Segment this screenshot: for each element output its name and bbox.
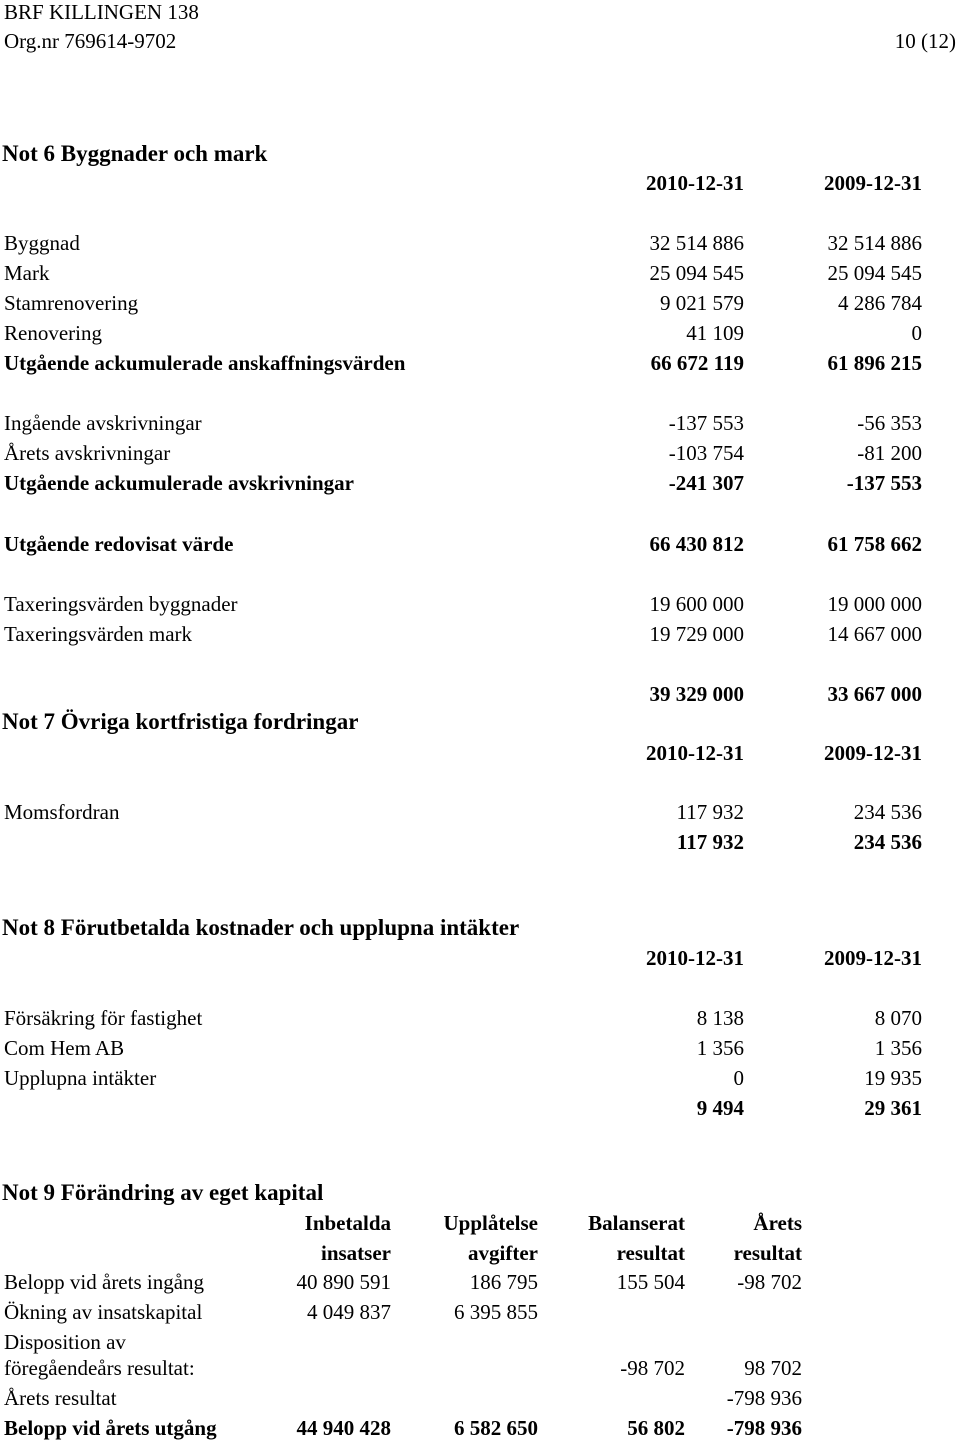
col-header-avgifter: avgifter xyxy=(468,1241,538,1265)
row-label: Utgående redovisat värde xyxy=(4,532,234,556)
cell-arets-resultat: -798 936 xyxy=(726,1386,802,1410)
value-2010: 66 430 812 xyxy=(649,532,744,556)
row-label: Renovering xyxy=(4,321,102,345)
value-2009: 25 094 545 xyxy=(827,261,922,285)
note-7-col-2009: 2009-12-31 xyxy=(824,741,922,765)
row-label: Com Hem AB xyxy=(4,1036,125,1060)
value-2010: 39 329 000 xyxy=(649,682,744,706)
note-8-col-2010: 2010-12-31 xyxy=(646,946,744,970)
row-label: Byggnad xyxy=(4,231,80,255)
value-2009: 19 000 000 xyxy=(827,592,922,616)
row-label: Momsfordran xyxy=(4,800,120,824)
row-label: Ingående avskrivningar xyxy=(4,411,202,435)
row-label: Årets resultat xyxy=(4,1386,117,1410)
value-2010: 66 672 119 xyxy=(650,351,744,375)
note-7-title: Not 7 Övriga kortfristiga fordringar xyxy=(2,709,359,734)
cell-balanserat: -98 702 xyxy=(620,1356,685,1380)
row-label: Utgående ackumulerade avskrivningar xyxy=(4,471,355,495)
value-2010: -241 307 xyxy=(668,471,744,495)
value-2010: 8 138 xyxy=(696,1006,744,1030)
cell-balanserat: 155 504 xyxy=(616,1270,685,1294)
row-label: föregåendeårs resultat: xyxy=(4,1356,195,1380)
value-2009: 234 536 xyxy=(853,830,922,854)
cell-arets-resultat: -98 702 xyxy=(737,1270,802,1294)
row-label: Årets avskrivningar xyxy=(4,441,171,465)
row-label: Mark xyxy=(4,261,50,285)
note-6-title: Not 6 Byggnader och mark xyxy=(2,141,268,166)
row-label: Försäkring för fastighet xyxy=(4,1006,203,1030)
value-2010: 32 514 886 xyxy=(649,231,744,255)
value-2010: -137 553 xyxy=(668,411,744,435)
col-header-insatser: insatser xyxy=(321,1241,391,1265)
page-number: 10 (12) xyxy=(894,29,956,53)
value-2010: 0 xyxy=(733,1066,744,1090)
cell-arets-resultat: -798 936 xyxy=(726,1416,802,1440)
note-8-title: Not 8 Förutbetalda kostnader och upplupna intäkter xyxy=(2,915,520,940)
value-2009: 234 536 xyxy=(853,800,922,824)
cell-insatser: 40 890 591 xyxy=(296,1270,391,1294)
value-2009: -81 200 xyxy=(857,441,922,465)
note-7-col-2010: 2010-12-31 xyxy=(646,741,744,765)
value-2009: 19 935 xyxy=(864,1066,922,1090)
value-2010: 9 021 579 xyxy=(660,291,744,315)
row-label: Belopp vid årets utgång xyxy=(4,1416,217,1440)
col-header-balanserat: Balanserat xyxy=(588,1211,685,1235)
row-label: Utgående ackumulerade anskaffningsvärden xyxy=(4,351,406,375)
row-label: Upplupna intäkter xyxy=(4,1066,157,1090)
note-6-col-2009: 2009-12-31 xyxy=(824,171,922,195)
value-2010: 19 729 000 xyxy=(649,622,744,646)
value-2010: 117 932 xyxy=(676,830,744,854)
value-2009: 4 286 784 xyxy=(838,291,922,315)
organization-name: BRF KILLINGEN 138 xyxy=(4,0,199,24)
value-2009: 33 667 000 xyxy=(827,682,922,706)
row-label: Taxeringsvärden byggnader xyxy=(4,592,238,616)
cell-insatser: 44 940 428 xyxy=(296,1416,391,1440)
value-2009: 8 070 xyxy=(874,1006,922,1030)
row-label: Disposition av xyxy=(4,1330,126,1354)
value-2010: 1 356 xyxy=(696,1036,744,1060)
note-6-col-2010: 2010-12-31 xyxy=(646,171,744,195)
col-header-resultat: resultat xyxy=(616,1241,685,1265)
col-header-arets: Årets xyxy=(753,1211,802,1235)
value-2010: 19 600 000 xyxy=(649,592,744,616)
cell-balanserat: 56 802 xyxy=(627,1416,685,1440)
value-2009: 1 356 xyxy=(874,1036,922,1060)
value-2010: -103 754 xyxy=(668,441,744,465)
row-label: Taxeringsvärden mark xyxy=(4,622,193,646)
cell-insatser: 4 049 837 xyxy=(307,1300,391,1324)
value-2009: 61 896 215 xyxy=(827,351,922,375)
note-9-title: Not 9 Förändring av eget kapital xyxy=(2,1180,324,1205)
row-label: Stamrenovering xyxy=(4,291,139,315)
col-header-upplatelse: Upplåtelse xyxy=(443,1211,538,1235)
cell-avgifter: 6 582 650 xyxy=(454,1416,538,1440)
value-2009: -56 353 xyxy=(857,411,922,435)
row-label: Ökning av insatskapital xyxy=(4,1300,203,1324)
value-2009: 14 667 000 xyxy=(827,622,922,646)
cell-avgifter: 186 795 xyxy=(469,1270,538,1294)
value-2009: 0 xyxy=(911,321,922,345)
organization-number: Org.nr 769614-9702 xyxy=(4,29,177,53)
cell-avgifter: 6 395 855 xyxy=(454,1300,538,1324)
value-2009: 32 514 886 xyxy=(827,231,922,255)
value-2010: 117 932 xyxy=(676,800,744,824)
col-header-arets-resultat: resultat xyxy=(733,1241,802,1265)
cell-arets-resultat: 98 702 xyxy=(744,1356,802,1380)
row-label: Belopp vid årets ingång xyxy=(4,1270,205,1294)
value-2010: 25 094 545 xyxy=(649,261,744,285)
col-header-inbetalda: Inbetalda xyxy=(304,1211,391,1235)
value-2010: 41 109 xyxy=(686,321,744,345)
note-8-col-2009: 2009-12-31 xyxy=(824,946,922,970)
value-2009: -137 553 xyxy=(846,471,922,495)
value-2009: 29 361 xyxy=(864,1096,922,1120)
value-2009: 61 758 662 xyxy=(827,532,922,556)
value-2010: 9 494 xyxy=(696,1096,744,1120)
